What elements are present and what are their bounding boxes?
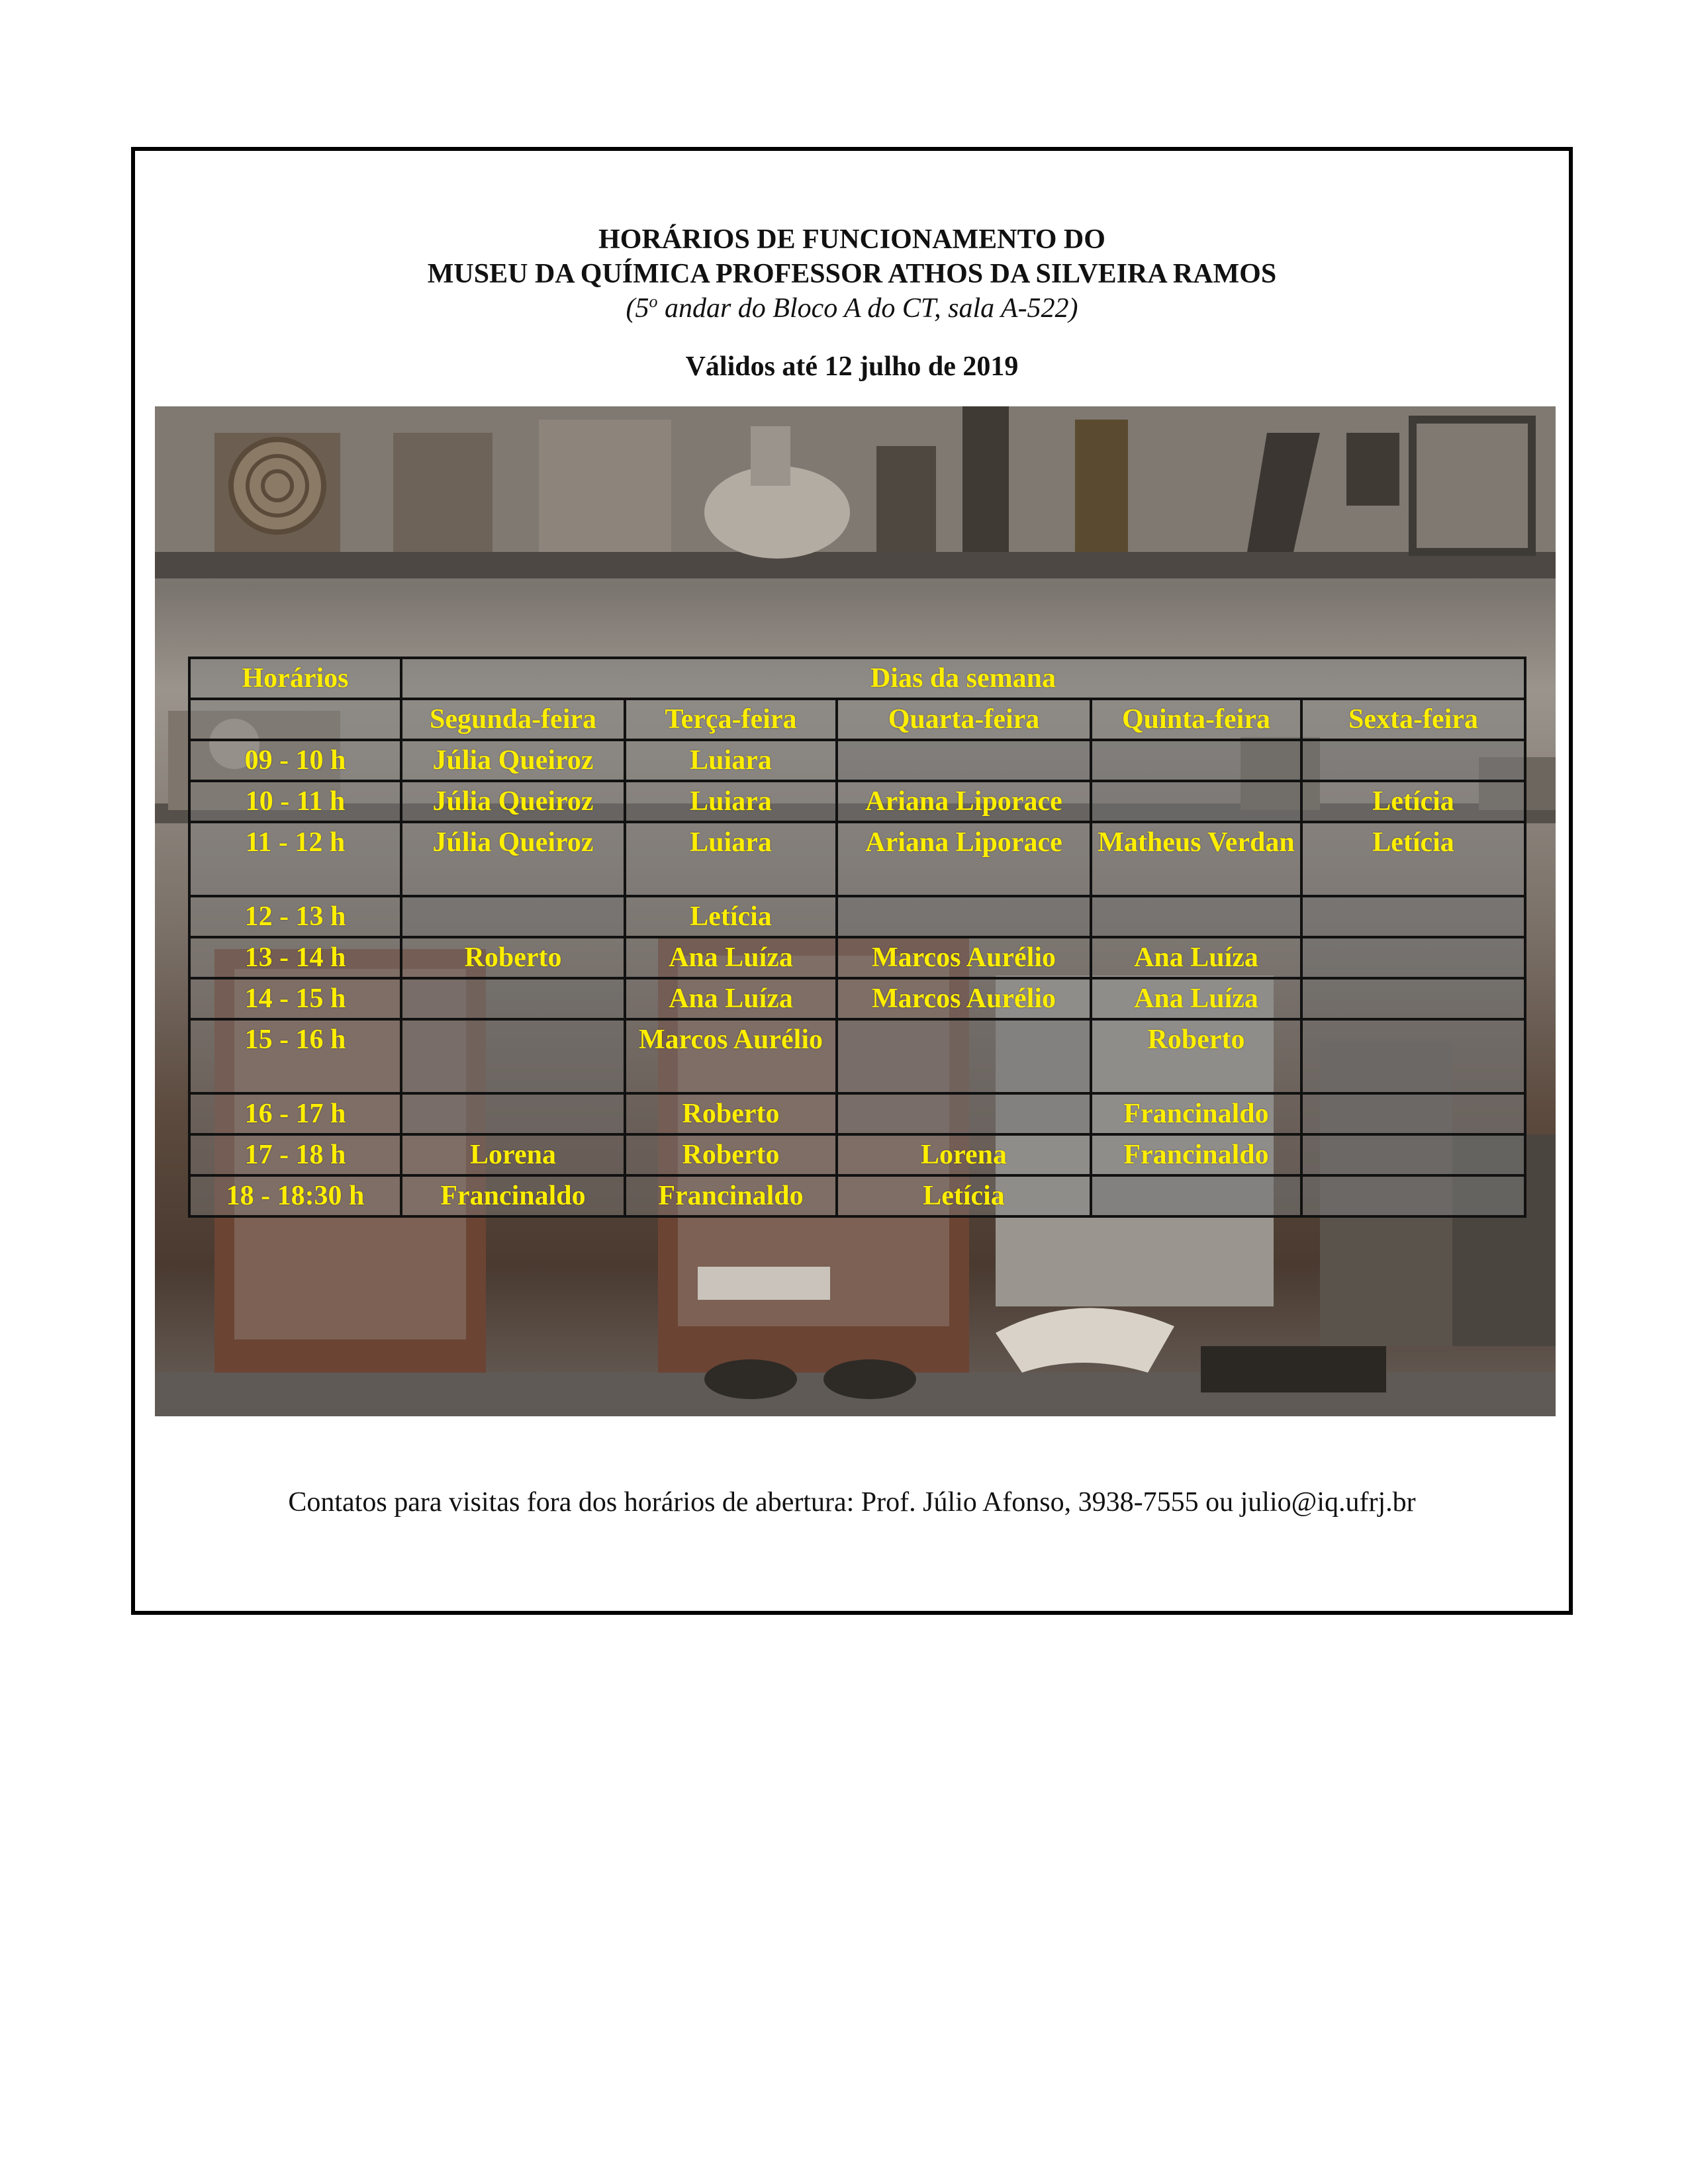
- schedule-cell: Francinaldo: [401, 1175, 625, 1216]
- time-cell: 15 - 16 h: [189, 1019, 401, 1093]
- schedule-cell: Marcos Aurélio: [837, 937, 1091, 978]
- table-row: [189, 978, 1525, 1019]
- schedule-cell: [1301, 1093, 1525, 1134]
- schedule-cell: Francinaldo: [1091, 1093, 1301, 1134]
- table-row: [189, 1093, 1525, 1134]
- time-cell: 10 - 11 h: [189, 781, 401, 822]
- day-header-monday: Segunda-feira: [401, 699, 625, 740]
- schedule-cell: [401, 1019, 625, 1093]
- schedule-table: [188, 657, 1526, 1218]
- schedule-cell: [1301, 1134, 1525, 1175]
- schedule-cell: [1091, 896, 1301, 937]
- schedule-cell: Letícia: [1301, 781, 1525, 822]
- schedule-cell: Roberto: [401, 937, 625, 978]
- document-header: [135, 222, 1569, 384]
- schedule-cell: Letícia: [1301, 822, 1525, 896]
- schedule-cell: [401, 896, 625, 937]
- time-cell: 14 - 15 h: [189, 978, 401, 1019]
- location-prefix: (5: [626, 293, 649, 324]
- schedule-cell: [837, 896, 1091, 937]
- day-header-thursday: Quinta-feira: [1091, 699, 1301, 740]
- schedule-cell: [1301, 740, 1525, 781]
- day-header-friday: Sexta-feira: [1301, 699, 1525, 740]
- schedule-cell: [1301, 1019, 1525, 1093]
- schedule-cell: Luiara: [625, 740, 837, 781]
- table-row: [189, 937, 1525, 978]
- schedule-cell: Francinaldo: [625, 1175, 837, 1216]
- table-row: [189, 781, 1525, 822]
- schedule-cell: [401, 978, 625, 1019]
- schedule-cell: Luiara: [625, 781, 837, 822]
- table-row: [189, 1134, 1525, 1175]
- schedule-cell: Luiara: [625, 822, 837, 896]
- schedule-cell: Júlia Queiroz: [401, 781, 625, 822]
- schedule-cell: Marcos Aurélio: [625, 1019, 837, 1093]
- schedule-cell: Roberto: [625, 1093, 837, 1134]
- schedule-cell: [401, 1093, 625, 1134]
- day-header-tuesday: Terça-feira: [625, 699, 837, 740]
- schedule-cell: [1301, 937, 1525, 978]
- time-cell: 18 - 18:30 h: [189, 1175, 401, 1216]
- days-group-header: Dias da semana: [401, 658, 1525, 699]
- contact-note: Contatos para visitas fora dos horários de abertura: Prof. Júlio Afonso, 3938-7555 ou julio@iq.ufrj.br: [288, 1487, 1416, 1518]
- location-subtitle: [135, 291, 1569, 326]
- time-cell: 11 - 12 h: [189, 822, 401, 896]
- table-row: [189, 1019, 1525, 1093]
- schedule-cell: [1091, 1175, 1301, 1216]
- schedule-cell: Matheus Verdan: [1091, 822, 1301, 896]
- time-cell: 17 - 18 h: [189, 1134, 401, 1175]
- schedule-cell: [1091, 781, 1301, 822]
- schedule-cell: Júlia Queiroz: [401, 822, 625, 896]
- schedule-cell: Ana Luíza: [625, 937, 837, 978]
- title-line-1: HORÁRIOS DE FUNCIONAMENTO DO: [598, 224, 1105, 255]
- corner-blank: [189, 699, 401, 740]
- schedule-cell: Júlia Queiroz: [401, 740, 625, 781]
- table-row: [189, 1175, 1525, 1216]
- schedule-cell: Ana Luíza: [1091, 978, 1301, 1019]
- location-superscript: o: [649, 292, 658, 311]
- schedule-cell: [1301, 896, 1525, 937]
- table-row: [189, 896, 1525, 937]
- schedule-cell: Marcos Aurélio: [837, 978, 1091, 1019]
- schedule-cell: Roberto: [1091, 1019, 1301, 1093]
- validity-date: Válidos até 12 julho de 2019: [685, 351, 1019, 382]
- schedule-cell: Francinaldo: [1091, 1134, 1301, 1175]
- days-header-row: [189, 699, 1525, 740]
- schedule-cell: Lorena: [837, 1134, 1091, 1175]
- schedule-cell: Ariana Liporace: [837, 781, 1091, 822]
- time-cell: 09 - 10 h: [189, 740, 401, 781]
- schedule-cell: Letícia: [625, 896, 837, 937]
- schedule-cell: [837, 1093, 1091, 1134]
- schedule-cell: Lorena: [401, 1134, 625, 1175]
- table-header-row: [189, 658, 1525, 699]
- schedule-cell: Letícia: [837, 1175, 1091, 1216]
- schedule-cell: [1091, 740, 1301, 781]
- location-suffix: andar do Bloco A do CT, sala A-522): [657, 293, 1078, 324]
- schedule-cell: [1301, 1175, 1525, 1216]
- time-cell: 16 - 17 h: [189, 1093, 401, 1134]
- time-cell: 12 - 13 h: [189, 896, 401, 937]
- day-header-wednesday: Quarta-feira: [837, 699, 1091, 740]
- title-line-2: MUSEU DA QUÍMICA PROFESSOR ATHOS DA SILVEIRA RAMOS: [427, 259, 1277, 289]
- table-row: [189, 740, 1525, 781]
- time-cell: 13 - 14 h: [189, 937, 401, 978]
- schedule-cell: Roberto: [625, 1134, 837, 1175]
- schedule-cell: [837, 1019, 1091, 1093]
- schedule-cell: Ana Luíza: [625, 978, 837, 1019]
- schedule-cell: [837, 740, 1091, 781]
- schedule-cell: [1301, 978, 1525, 1019]
- table-row: [189, 822, 1525, 896]
- corner-header: Horários: [189, 658, 401, 699]
- schedule-cell: Ariana Liporace: [837, 822, 1091, 896]
- schedule-cell: Ana Luíza: [1091, 937, 1301, 978]
